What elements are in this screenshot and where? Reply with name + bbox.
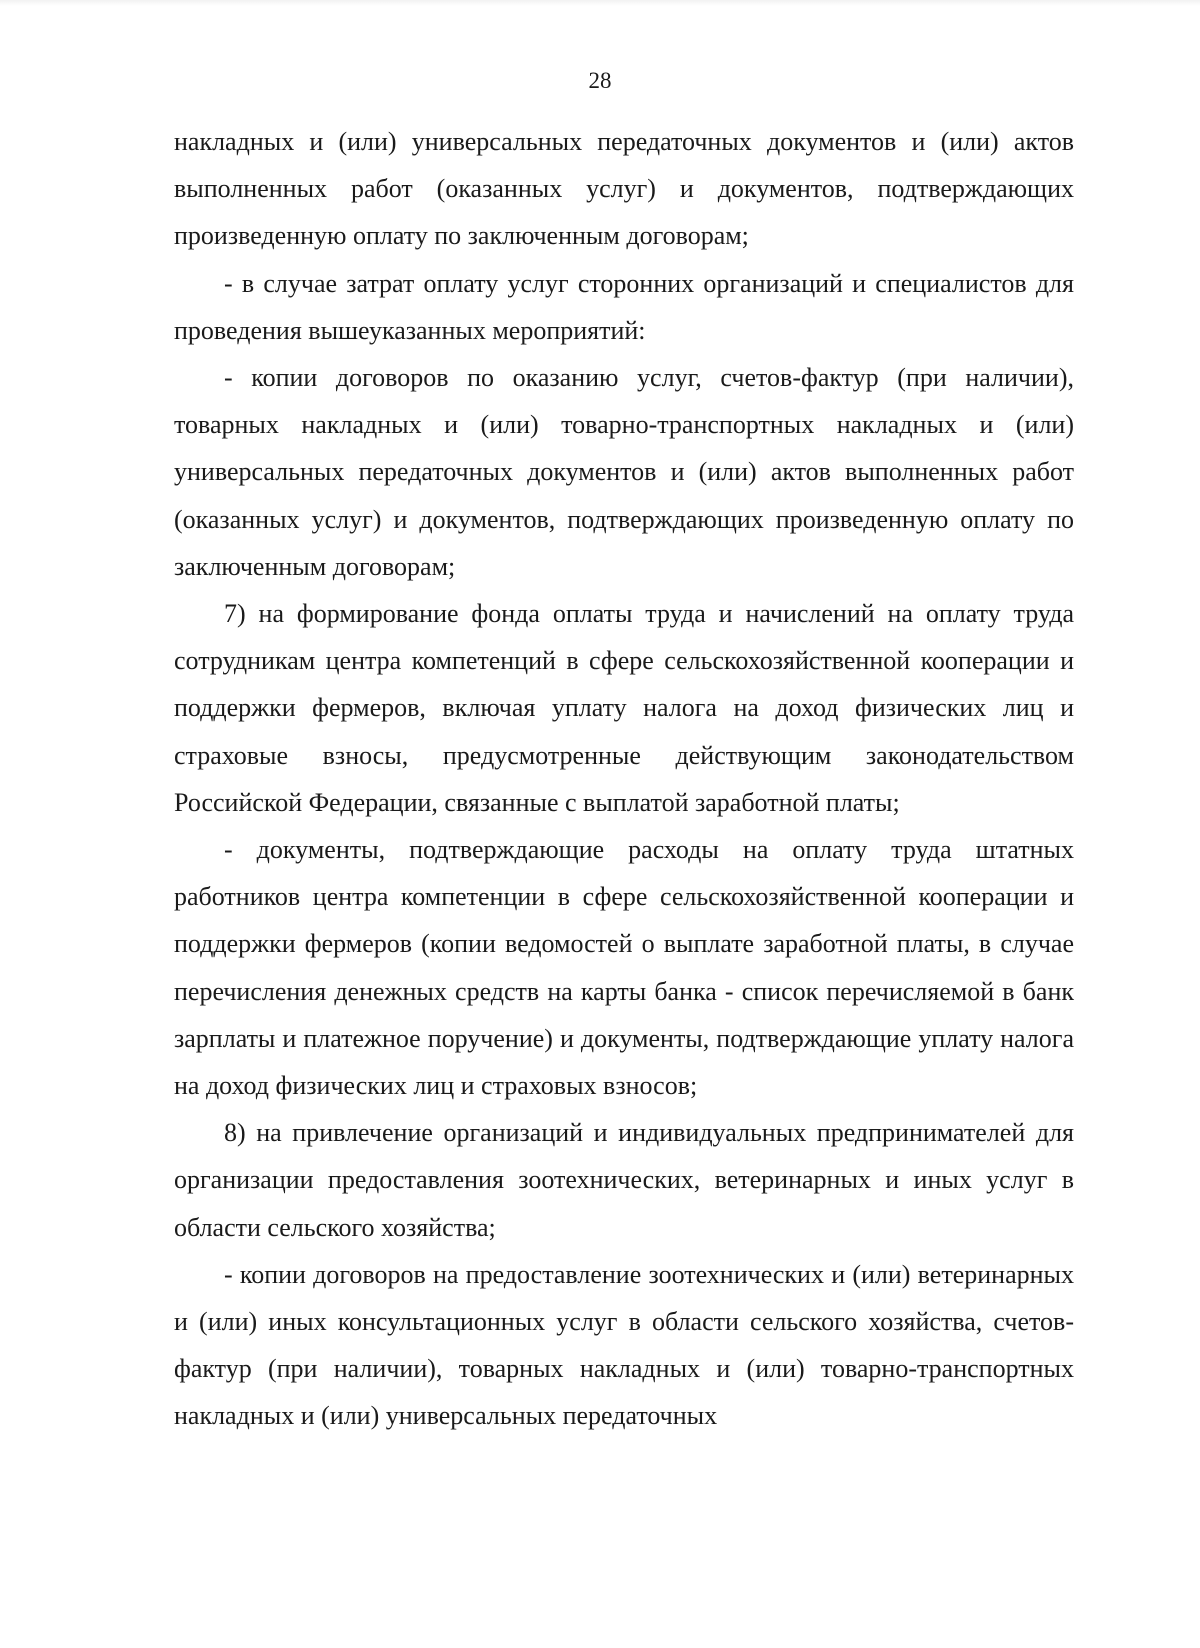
paragraph-payroll-documents: - документы, подтверждающие расходы на оплату труда штатных работников центра компетенции в сфере сельскохозяйственной кооперации и поддержки фермеров (копии ведомостей о выплате заработной платы, в случае перечисления денежных средств на карты банка - список перечисляемой в банк зарплаты и платежное поручение) и документы, подтверждающие уплату налога на доход физических лиц и страховых взносов; [174, 835, 1074, 1101]
paragraph-contract-copies: - копии договоров по оказанию услуг, счетов-фактур (при наличии), товарных накладных и (или) товарно-транспортных накладных и (или) универсальных передаточных документов и (или) актов выполненных работ (оказанных услуг) и документов, подтверждающих произведенную оплату по заключенным договорам; [174, 363, 1074, 581]
scan-edge [0, 0, 1200, 6]
paragraph-continuation: накладных и (или) универсальных передаточных документов и (или) актов выполненных работ (оказанных услуг) и документов, подтверждающих произведенную оплату по заключенным договорам; [174, 127, 1074, 251]
paragraph-item-7: 7) на формирование фонда оплаты труда и начислений на оплату труда сотрудникам центра компетенций в сфере сельскохозяйственной кооперации и поддержки фермеров, включая уплату налога на доход физических лиц и страховые взносы, предусмотренные действующим законодательством Российской Федерации, связанные с выплатой заработной платы; [174, 599, 1074, 817]
document-body [174, 118, 1074, 1440]
paragraph-consulting-contracts: - копии договоров на предоставление зоотехнических и (или) ветеринарных и (или) иных консультационных услуг в области сельского хозяйства, счетов-фактур (при наличии), товарных накладных и (или) товарно-транспортных накладных и (или) универсальных передаточных [174, 1259, 1074, 1431]
paragraph-item-8: 8) на привлечение организаций и индивидуальных предпринимателей для организации предоставления зоотехнических, ветеринарных и иных услуг в области сельского хозяйства; [174, 1118, 1074, 1242]
paragraph-service-costs: - в случае затрат оплату услуг сторонних организаций и специалистов для проведения вышеуказанных мероприятий: [174, 268, 1074, 345]
page-number: 28 [588, 68, 612, 93]
